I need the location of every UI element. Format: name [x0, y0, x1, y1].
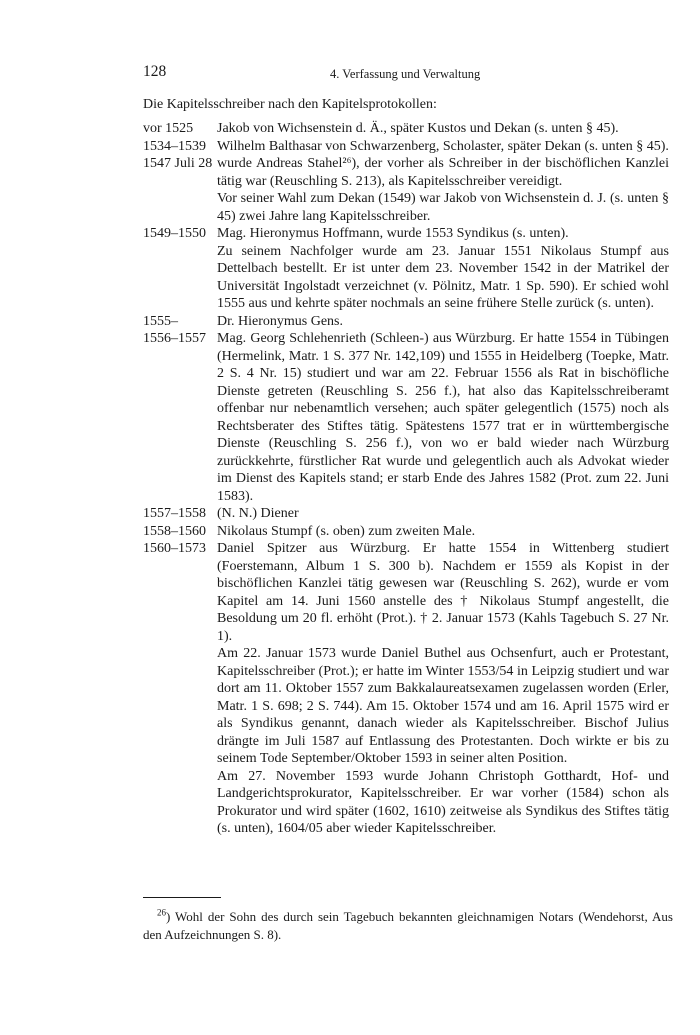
footnote-divider — [143, 897, 221, 898]
entry-date: vor 1525 — [143, 121, 194, 136]
entry-paragraph: Zu seinem Nachfolger wurde am 23. Januar 1551 Nikolaus Stumpf aus Dettelbach bestellt. Er ist unter dem 23. November 1542 in der Matrikel der Universität Ingolstadt verzeichnet (v. Pölnitz, Matr. 1 Sp. 590). Er schied wohl 1555 aus und kehrte später nochmals an seine frühere Stelle zurück (s. unten). — [217, 243, 669, 311]
entry-date: 1560–1573 — [143, 541, 206, 556]
entry-text — [217, 313, 669, 331]
entry-paragraph: Am 22. Januar 1573 wurde Daniel Buthel aus Ochsenfurt, auch er Protestant, Kapitelsschreiber (Prot.); er hatte im Winter 1553/54 in Leipzig studiert und war dort am 11. Oktober 1557 zum Bakkalaureatsexamen zugelassen worden (Erler, Matr. 1 S. 698; 2 S. 744). Am 15. Oktober 1574 und am 16. April 1575 wird er als Syndikus genannt, danach wieder als Kapitelsschreiber. Bischof Julius drängte im Juli 1587 auf Entlassung des Protestanten. Doch wirkte er bis zu seinem Tode September/Oktober 1593 in seiner alten Position. — [217, 646, 669, 766]
entry-text — [217, 225, 669, 313]
entry-paragraph: Mag. Hieronymus Hoffmann, wurde 1553 Syndikus (s. unten). — [217, 226, 569, 241]
entry-text — [217, 540, 669, 838]
entry-paragraph: Vor seiner Wahl zum Dekan (1549) war Jakob von Wichsenstein d. J. (s. unten § 45) zwei Jahre lang Kapitelsschreiber. — [217, 191, 669, 224]
entry-paragraph: Daniel Spitzer aus Würzburg. Er hatte 1554 in Wittenberg studiert (Foerstemann, Album 1 S. 300 b). Nachdem er 1559 als Kopist in der bischöflichen Kanzlei tätig gewesen war (Reuschling S. 262), wurde er vom Kapitel am 14. Juni 1560 anstelle des † Nikolaus Stumpf angestellt, die Besoldung um 20 fl. erhöht (Prot.). † 2. Januar 1573 (Kahls Tagebuch S. 27 Nr. 1). — [217, 541, 669, 644]
entry-text — [217, 523, 669, 541]
entry-text — [217, 138, 669, 156]
page-number: 128 — [143, 63, 167, 80]
list-item — [143, 540, 673, 838]
footnote-marker: 26 — [157, 907, 166, 918]
list-item — [143, 313, 673, 331]
list-item — [143, 330, 673, 505]
entry-paragraph: (N. N.) Diener — [217, 506, 299, 521]
entry-text — [217, 505, 669, 523]
entry-date: 1558–1560 — [143, 523, 206, 539]
entry-list — [143, 120, 673, 838]
entry-paragraph: Jakob von Wichsenstein d. Ä., später Kustos und Dekan (s. unten § 45). — [217, 121, 619, 136]
entry-paragraph: Dr. Hieronymus Gens. — [217, 313, 343, 329]
entry-date: 1556–1557 — [143, 331, 206, 346]
list-item — [143, 155, 673, 225]
entry-date: 1534–1539 — [143, 138, 206, 154]
list-item — [143, 505, 673, 523]
list-item — [143, 138, 673, 156]
footnote-text: ) Wohl der Sohn des durch sein Tagebuch bekannten gleichnamigen Notars (Wendehorst, Aus den Aufzeichnungen S. 8). — [143, 909, 673, 942]
list-item — [143, 523, 673, 541]
entry-text — [217, 330, 669, 505]
entry-date: 1557–1558 — [143, 506, 206, 521]
list-item — [143, 120, 673, 138]
section-heading: Die Kapitelsschreiber nach den Kapitelsprotokollen: — [143, 97, 437, 112]
entry-text — [217, 120, 669, 138]
entry-paragraph: Mag. Georg Schlehenrieth (Schleen-) aus Würzburg. Er hatte 1554 in Tübingen (Hermelink, Matr. 1 S. 377 Nr. 142,109) und 1555 in Heidelberg (Toepke, Matr. 2 S. 4 Nr. 15) studiert und war am 22. Februar 1556 als Rat in bischöfliche Dienste getreten (Reuschling S. 256 f.), hat also das Kapitelsschreiberamt offenbar nur nebenamtlich versehen; auch später gelegentlich (1575) noch als Rechtsberater des Stiftes tätig. Spätestens 1577 trat er in württembergische Dienste (Reuschling S. 256 f.), von wo er bald wieder nach Würzburg zurückkehrte, fürstlicher Rat wurde und gelegentlich auch als Advokat wieder im Dienst des Kapitels stand; er starb Ende des Jahres 1582 (Prot. zum 22. Juni 1583). — [217, 331, 669, 504]
running-head: 4. Verfassung und Verwaltung — [330, 67, 481, 81]
entry-paragraph: Am 27. November 1593 wurde Johann Christoph Gotthardt, Hof- und Landgerichtsprokurator, Kapitelsschreiber. Er war vorher (1584) schon als Prokurator und wird später (1602, 1610) zeitweise als Syndikus des Stiftes tätig (s. unten), 1604/05 aber wieder Kapitelsschreiber. — [217, 768, 669, 836]
entry-date: 1555– — [143, 313, 178, 329]
entry-paragraph: Wilhelm Balthasar von Schwarzenberg, Scholaster, später Dekan (s. unten § 45). — [217, 138, 669, 154]
footnote — [143, 908, 673, 943]
entry-date: 1547 Juli 28 — [143, 156, 213, 171]
entry-date: 1549–1550 — [143, 226, 206, 241]
entry-paragraph: Nikolaus Stumpf (s. oben) zum zweiten Male. — [217, 523, 476, 539]
entry-text — [217, 155, 669, 225]
entry-paragraph: wurde Andreas Stahel²⁶), der vorher als Schreiber in der bischöflichen Kanzlei tätig war (Reuschling S. 213), als Kapitelsschreiber vereidigt. — [217, 156, 669, 189]
list-item — [143, 225, 673, 313]
